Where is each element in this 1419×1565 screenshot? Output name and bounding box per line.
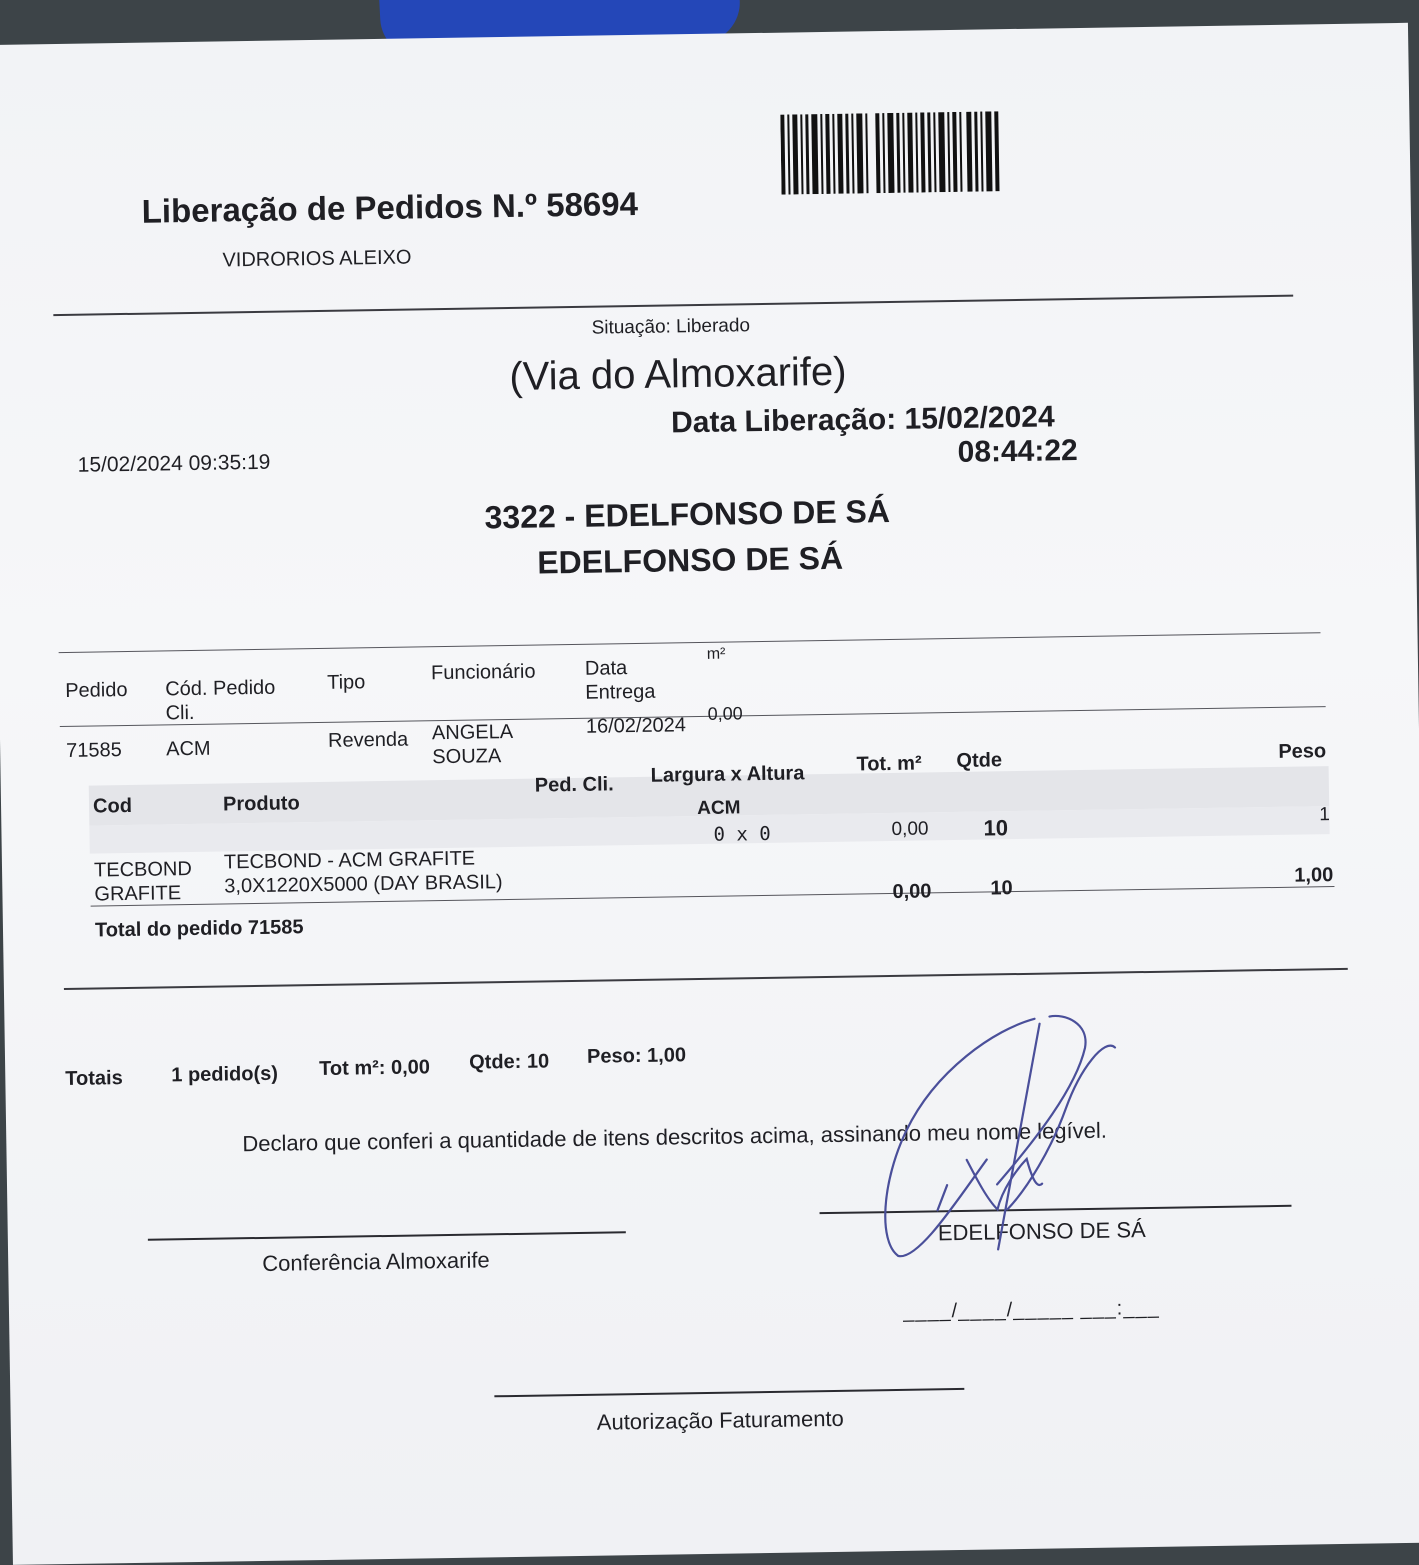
product-tot-m2: 0,00 [891,818,929,841]
product-group-label: ACM [697,797,741,820]
totals-pedidos: 1 pedido(s) [171,1062,279,1087]
order-funcionario-sobrenome: SOUZA [432,745,502,769]
totals-peso: Peso: 1,00 [586,1044,687,1068]
declaration-text: Declaro que conferi a quantidade de itens descritos acima, assinando meu nome legível. [242,1117,1108,1157]
order-m2: 0,00 [707,703,743,724]
status-situacao: Situação: Liberado [591,315,751,339]
product-dimensions: 0 x 0 [713,822,771,846]
order-header-divider [60,706,1326,727]
print-timestamp: 15/02/2024 09:35:19 [77,450,271,477]
col-ped-cli: Ped. Cli. [534,773,614,797]
document-title: Liberação de Pedidos N.º 58694 [141,184,639,230]
client-name: EDELFONSO DE SÁ [537,539,844,581]
col-cod: Cod [92,794,133,818]
col-entrega: Entrega [585,680,656,704]
cliente-name-label: EDELFONSO DE SÁ [937,1217,1146,1246]
autorizacao-signature-line [494,1388,964,1397]
order-funcionario: ANGELA [431,720,514,745]
col-peso: Peso [1278,740,1327,763]
col-qtde: Qtde [956,749,1003,772]
company-name: VIDRORIOS ALEIXO [222,246,412,272]
product-qtde: 10 [983,815,1009,841]
totals-qtde: Qtde: 10 [468,1050,550,1074]
col-pedido: Pedido [65,678,128,702]
col-largura-altura: Largura x Altura [650,762,805,787]
order-cod-pedido: ACM [166,737,211,761]
handwritten-signature [874,1007,1148,1261]
col-cod-pedido: Cód. Pedido [165,676,276,701]
document-sheet [0,23,1419,1565]
release-date: Data Liberação: 15/02/2024 [670,400,1055,440]
order-total-peso: 1,00 [1294,864,1334,887]
order-data-entrega: 16/02/2024 [585,714,687,738]
product-cod-line2: GRAFITE [94,882,182,906]
col-data: Data [584,657,628,680]
totals-divider [64,968,1348,990]
col-tipo: Tipo [326,671,366,694]
col-funcionario: Funcionário [430,660,536,685]
order-pedido: 71585 [66,739,122,762]
order-total-m2: 0,00 [892,880,932,903]
conferencia-label: Conferência Almoxarife [262,1247,490,1276]
client-code-name: 3322 - EDELFONSO DE SÁ [484,492,891,536]
totals-label: Totais [65,1067,123,1091]
totals-m2: Tot m²: 0,00 [319,1056,431,1081]
col-tot-m2: Tot. m² [856,752,922,776]
autorizacao-label: Autorização Faturamento [596,1405,844,1435]
product-description-line2: 3,0X1220X5000 (DAY BRASIL) [224,871,503,898]
product-cod: TECBOND [93,857,193,882]
client-divider [59,632,1321,653]
col-m2: m² [706,645,726,663]
header-divider [53,295,1293,316]
barcode-icon [780,111,1001,194]
conferencia-signature-line [148,1231,626,1241]
col-produto: Produto [222,792,300,816]
order-total-qtde: 10 [990,877,1013,900]
release-time: 08:44:22 [957,434,1078,469]
order-tipo: Revenda [327,728,409,752]
col-cod-pedido-cli: Cli. [165,701,195,725]
order-total-label: Total do pedido 71585 [94,916,304,942]
copy-type: (Via do Almoxarife) [509,349,847,399]
date-time-blank: ____/____/_____ ___:___ [902,1296,1160,1323]
product-description: TECBOND - ACM GRAFITE [223,847,476,874]
product-peso: 1 [1319,804,1331,826]
